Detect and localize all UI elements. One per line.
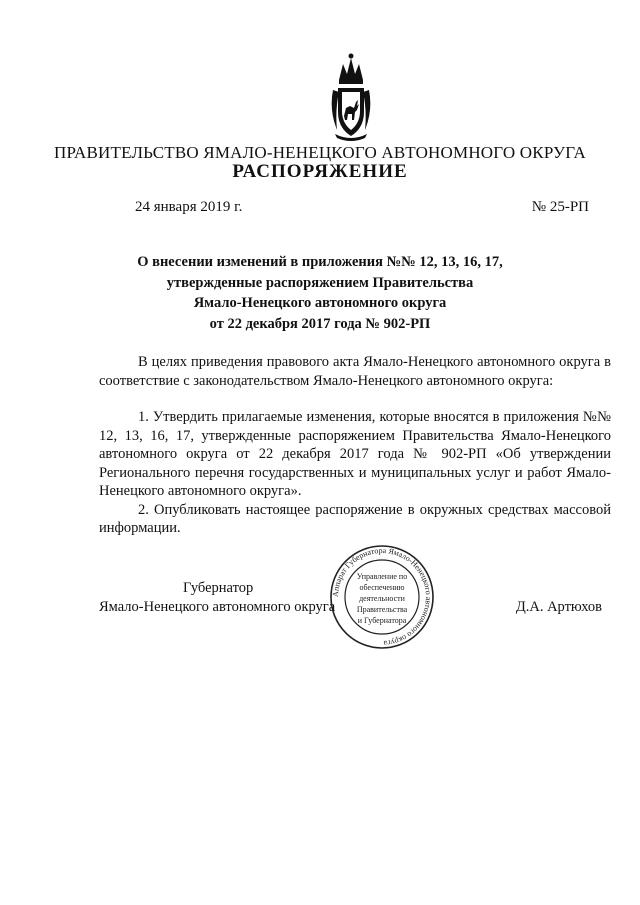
- organization-name: ПРАВИТЕЛЬСТВО ЯМАЛО-НЕНЕЦКОГО АВТОНОМНОГО ОКРУГА: [54, 143, 586, 162]
- stamp-inner-line: обеспечению: [359, 583, 405, 592]
- title-line: О внесении изменений в приложения №№ 12, 13, 16, 17,: [137, 254, 503, 270]
- stamp-inner-line: и Губернатора: [357, 616, 407, 625]
- stamp-outer-text: Аппарат Губернатора Ямало-Ненецкого автономного округа: [330, 545, 434, 648]
- signatory-organization: Ямало-Ненецкого автономного округа: [99, 599, 336, 615]
- coat-of-arms-emblem: [329, 50, 373, 142]
- document-number: № 25-РП: [531, 199, 589, 215]
- title-line: утвержденные распоряжением Правительства: [166, 274, 474, 291]
- document-date: 24 января 2019 г.: [135, 199, 243, 215]
- title-line: от 22 декабря 2017 года № 902-РП: [209, 315, 431, 332]
- signatory-name: Д.А. Артюхов: [515, 599, 602, 615]
- stamp-inner-line: Правительства: [356, 605, 408, 614]
- preamble-paragraph: В целях приведения правового акта Ямало-Ненецкого автономного округа в соответствие с законодательством Ямало-Ненецкого автономного округа:: [99, 354, 611, 389]
- official-stamp: [327, 545, 437, 649]
- signatory-role: Губернатор: [183, 580, 254, 596]
- document-type: РАСПОРЯЖЕНИЕ: [232, 161, 408, 182]
- document-title: [0, 252, 640, 334]
- item-paragraph: 1. Утвердить прилагаемые изменения, которые вносятся в приложения №№ 12, 13, 16, 17, утвержденные распоряжением Правительства Ямало-Ненецкого автономного округа от 22 декабря 2017 года № 902-РП «Об утверждении Регионального перечня государственных и муниципальных услуг и работ Ямало-Ненецкого автономного округа».: [99, 409, 611, 499]
- stamp-inner-line: Управление по: [356, 572, 408, 581]
- title-line: Ямало-Ненецкого автономного округа: [193, 295, 447, 311]
- stamp-inner-line: деятельности: [359, 594, 405, 603]
- item-paragraph: 2. Опубликовать настоящее распоряжение в окружных средствах массовой информации.: [99, 501, 611, 536]
- document-body: [99, 353, 611, 538]
